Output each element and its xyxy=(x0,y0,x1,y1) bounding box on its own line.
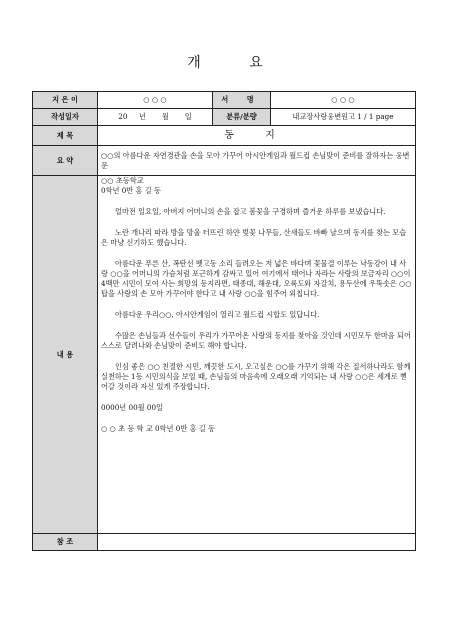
title-value-cell xyxy=(98,126,416,146)
content-label: 내 용 xyxy=(33,176,98,534)
date-unit-year: 년 xyxy=(138,112,146,121)
content-paragraph-2: 노란 개나리 따라 방을 망울 터뜨린 하얀 벚꽃 나무들, 산새들도 바빠 날으며 동지를 찾는 모습은 마냥 신기하도 했습니다. xyxy=(101,228,407,247)
title-label: 제 목 xyxy=(33,126,98,146)
summary-value: ○○의 아름다운 자연경관을 손을 모아 가꾸어 아시안게임과 월드컵 손님맞이 준비를 잘하자는 웅변문 xyxy=(98,146,416,176)
content-student: 0학년 0반 홍 길 동 xyxy=(101,186,161,195)
content-paragraph-4: 아름다운 우리○○, 아시안게임이 열리고 월드컵 시합도 있답니다. xyxy=(115,310,320,319)
content-date-line: 0000년 00월 00일 xyxy=(101,403,163,412)
content-body xyxy=(98,176,416,534)
signature-value: ○ ○ ○ xyxy=(271,92,416,109)
content-paragraph-6: 인심 좋은 ○○ 친절한 시민, 깨끗한 도시, 오고싶은 ○○를 가꾸기 위해 각은 질서하나라도 함께 실천하는 1등 시민의식을 보일 때, 손님들의 마음속에 오래오래 기억되는 내 사랑 ○○은 세계로 뻗어갈 것이라 자신 있게 주장합니다. xyxy=(101,362,411,391)
author-value: ○ ○ ○ xyxy=(98,92,213,109)
content-paragraph-1: 얼마전 일요일, 아버지 어머니의 손을 잡고 봄꽃을 구경하며 즐거운 하루를 보냈습니다. xyxy=(115,207,386,216)
category-label: 분류/분량 xyxy=(213,109,271,126)
reference-label: 참 조 xyxy=(33,534,98,551)
date-value xyxy=(98,109,213,126)
reference-value xyxy=(98,534,416,551)
summary-label: 요 약 xyxy=(33,146,98,176)
author-label: 지 은 이 xyxy=(33,92,98,109)
page-title: 개 요 xyxy=(187,55,285,71)
date-unit-day: 일 xyxy=(184,112,192,121)
summary-form-table xyxy=(32,91,416,551)
content-paragraph-5: 수많은 손님들과 선수들이 우리가 가꾸어온 사랑의 동지를 찾아올 것인데 시민모두 한마음 되어 스스로 달려나와 손님맞이 준비도 해야 합니다. xyxy=(101,331,411,350)
content-school: ○○ 초등학교 xyxy=(101,176,144,185)
content-signature-line: ○ ○ 초 등 학 교 0학년 0반 홍 길 동 xyxy=(101,424,215,433)
date-unit-month: 월 xyxy=(161,112,169,121)
signature-label: 서 명 xyxy=(213,92,271,109)
date-year: 20 xyxy=(118,112,128,121)
date-label: 작성일자 xyxy=(33,109,98,126)
content-paragraph-3: 아름다운 푸른 산, 폭탄선 벳고동 소리 들려오는 저 넓은 바다며 꽃물결 이루는 낙동강이 내 사랑 ○○을 어머니의 가슴처럼 포근하게 감싸고 있어 여기에서 태어나 자라는 사랑의 보금자리 ○○이 4백만 시민이 모여 사는 희망의 동지라면, 태종대, 해운대, 오륙도와 자갈치, 용두산에 우뚝솟은 ○○탑을 사랑의 손 모아 가꾸어야 한다고 내 사랑 ○○을 힘주어 외칩니다. xyxy=(101,259,412,298)
category-value: 내교장사랑웅변원고 1 / 1 page xyxy=(271,109,416,126)
title-value: 동 지 xyxy=(224,129,289,141)
